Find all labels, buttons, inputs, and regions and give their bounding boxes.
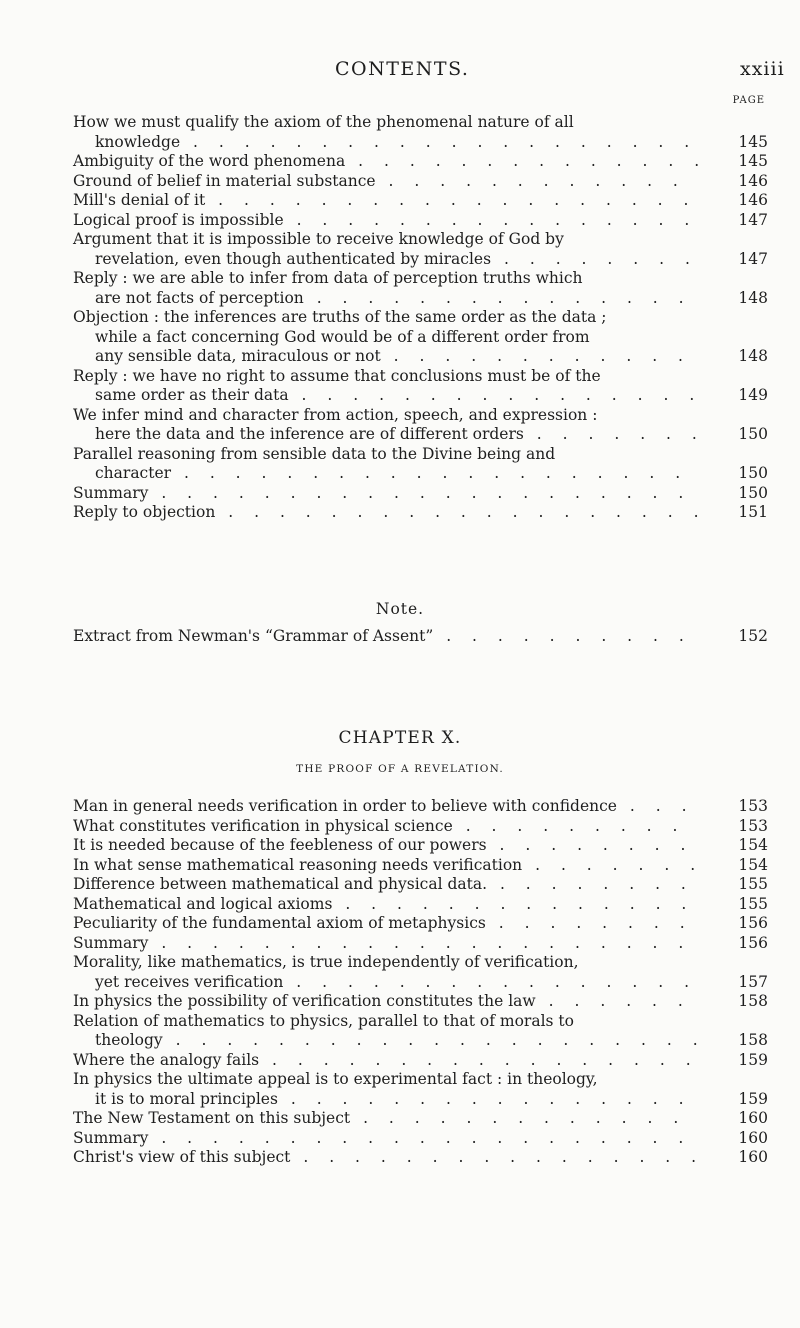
toc-entry-text-line: The New Testament on this subject	[73, 1109, 351, 1127]
toc-entry-text-line: It is needed because of the feebleness of our powers	[73, 836, 487, 854]
toc-entry-page: 153	[738, 816, 768, 835]
toc-entry-text: Objection : the inferences are truths of the same order as the data ;	[73, 308, 607, 326]
toc-entry-text-line: Extract from Newman's “Grammar of Assent”	[73, 627, 434, 645]
toc-entry-page: 158	[738, 1031, 768, 1049]
toc-entry-page: 157	[738, 972, 768, 991]
dot-leader: . . . . . . . . . . . . . . . . .	[259, 1050, 699, 1069]
toc-entry-text-line: Summary	[73, 1128, 149, 1147]
toc-entry-text-line: Summary	[73, 483, 149, 502]
toc-entry	[73, 895, 768, 915]
toc-entry-text: Parallel reasoning from sensible data to the Divine being and	[73, 444, 556, 463]
toc-entry	[73, 406, 768, 445]
toc-entry-text-line: Ambiguity of the word phenomena	[73, 152, 346, 170]
toc-entry-text-line: Where the analogy fails	[73, 1050, 260, 1069]
toc-entry-text: Reply : we have no right to assume that conclusions must be of the	[73, 366, 601, 385]
toc-entry-text	[73, 425, 768, 445]
dot-leader: . . . . . . . . . .	[433, 627, 692, 645]
toc-entry-page: 150	[738, 464, 768, 482]
toc-entry-text-line: revelation, even though authenticated by miracles	[95, 249, 492, 268]
toc-entry-text: We infer mind and character from action, speech, and expression :	[73, 405, 598, 424]
dot-leader: . . . . . . . . . . . . . .	[345, 152, 708, 170]
toc-entry-text	[73, 503, 768, 523]
toc-entry	[73, 992, 768, 1012]
dot-leader: . . . . . . . . . . . . . . . .	[277, 1089, 692, 1108]
toc-entry	[73, 856, 768, 876]
dot-leader: . . . . . . . .	[487, 875, 694, 893]
toc-entry	[73, 1148, 768, 1168]
toc-entry-text	[73, 934, 768, 954]
toc-entry-page: 160	[738, 1109, 768, 1127]
toc-entry-text-line: Difference between mathematical and physical data.	[73, 875, 488, 893]
toc-entry-text-line: What constitutes verification in physical science	[73, 816, 453, 835]
toc-entry-page: 145	[738, 132, 768, 151]
toc-entry-text: How we must qualify the axiom of the phenomenal nature of all	[73, 113, 574, 131]
toc-entry-text: Argument that it is impossible to receive knowledge of God by	[73, 230, 564, 248]
toc-entry	[73, 445, 768, 484]
toc-entry	[73, 503, 768, 523]
chapter-entries	[73, 797, 768, 1168]
toc-entry	[73, 230, 768, 269]
toc-entry-text	[73, 211, 768, 231]
toc-entry-text-line: knowledge	[95, 132, 181, 151]
toc-entry-text-line: yet receives verification	[95, 972, 284, 991]
toc-entry-text	[73, 797, 768, 817]
running-head	[0, 58, 800, 88]
toc-entry-text: In physics the ultimate appeal is to experimental fact : in theology,	[73, 1070, 598, 1088]
toc-entry-text	[73, 172, 768, 192]
toc-entry-text-line: Mill's denial of it	[73, 191, 206, 209]
dot-leader: . . . . . . . . . . . .	[380, 347, 691, 365]
toc-entry-text-line: Peculiarity of the fundamental axiom of metaphysics	[73, 914, 486, 932]
dot-leader: . . . . . . . . . . . . . . . . . . . . .	[148, 1128, 692, 1147]
toc-entry	[73, 914, 768, 934]
toc-entry	[73, 797, 768, 817]
toc-entry-text-line: it is to moral principles	[95, 1089, 278, 1108]
dot-leader: . . . . . . . . . . . . . . . . . . .	[205, 191, 697, 209]
toc-entry-page: 146	[738, 191, 768, 209]
toc-entry-text-line: Man in general needs verification in order to believe with confidence	[73, 797, 617, 815]
toc-entry-page: 160	[738, 1148, 768, 1166]
note-heading: Note.	[375, 600, 425, 618]
toc-entry-text	[73, 152, 768, 172]
toc-entry-text	[73, 856, 768, 876]
toc-entry	[73, 113, 768, 152]
toc-entry	[73, 269, 768, 308]
toc-entry-text	[73, 347, 768, 367]
toc-entry-page: 150	[738, 425, 768, 443]
dot-leader: . . . . . . . . .	[452, 816, 686, 835]
toc-entry-page: 154	[738, 836, 768, 854]
toc-entry-text	[73, 191, 768, 211]
toc-entry-page: 146	[738, 171, 768, 190]
toc-entry-text-line: here the data and the inference are of different orders	[95, 425, 524, 443]
toc-entry-text	[73, 1051, 768, 1071]
dot-leader: . . . . . . .	[523, 425, 705, 443]
toc-entry	[73, 1012, 768, 1051]
dot-leader: . . . . . . . .	[486, 836, 694, 854]
dot-leader: . . . . . . . . . . . . . .	[332, 894, 695, 913]
dot-leader: . . . . . . . .	[491, 249, 698, 268]
toc-entry-text-line: In physics the possibility of verification constitutes the law	[73, 992, 536, 1010]
toc-entry-text-line: same order as their data	[95, 386, 289, 404]
toc-entry	[73, 1109, 768, 1129]
toc-entry-text-line: Reply to objection	[73, 503, 216, 521]
toc-entry-page: 155	[738, 875, 768, 893]
chapter-subtitle: THE PROOF OF A REVELATION.	[296, 763, 504, 775]
toc-entry	[73, 875, 768, 895]
toc-entry	[73, 836, 768, 856]
dot-leader: . . . . . . . . . . . .	[375, 171, 686, 190]
toc-entry-page: 145	[738, 152, 768, 170]
toc-entry-page: 147	[738, 249, 768, 268]
toc-entry-page: 155	[738, 894, 768, 913]
toc-entry-text-line: Summary	[73, 933, 149, 952]
toc-entry-text	[73, 627, 768, 647]
dot-leader: . . . . . . . . . . . . . . .	[303, 288, 692, 307]
toc-entry-text-line: Ground of belief in material substance	[73, 171, 376, 190]
toc-entry-page: 159	[738, 1050, 768, 1069]
dot-leader: . . . . . . . . . . . . . . . . . . . . .	[162, 1031, 706, 1049]
toc-entry-text	[73, 973, 768, 993]
toc-entry	[73, 191, 768, 211]
toc-entry-text: Relation of mathematics to physics, parallel to that of morals to	[73, 1011, 574, 1030]
chapter-title: CHAPTER X.	[338, 728, 462, 748]
toc-entry-text	[73, 386, 768, 406]
dot-leader: . . . . . . . . . . . . . . . . . . . . .	[148, 483, 692, 502]
toc-entry-page: 147	[738, 210, 768, 229]
toc-entry	[73, 934, 768, 954]
dot-leader: . . . . . . . . . . . . . . . . . . . .	[180, 132, 698, 151]
toc-entry-text	[73, 1109, 768, 1129]
toc-entry	[73, 953, 768, 992]
toc-entry-page: 150	[738, 483, 768, 502]
toc-entry-page: 148	[738, 347, 768, 365]
toc-entry-text	[73, 836, 768, 856]
dot-leader: . . .	[616, 797, 695, 815]
toc-entry	[73, 367, 768, 406]
toc-entry-text-line: Logical proof is impossible	[73, 210, 284, 229]
dot-leader: . . . . . . . . . . . . . . . . . . . . .	[148, 933, 692, 952]
toc-entry	[73, 1070, 768, 1109]
dot-leader: . . . . . . . . . . . . . . . .	[290, 1148, 705, 1166]
toc-entry-page: 156	[738, 933, 768, 952]
toc-entry-text	[73, 250, 768, 270]
dot-leader: . . . . . . . . . . . . . . . .	[288, 386, 703, 404]
toc-entry-page: 152	[738, 627, 768, 645]
toc-entry	[73, 211, 768, 231]
toc-entry-text	[73, 875, 768, 895]
toc-entry-text	[73, 914, 768, 934]
toc-entry-page: 154	[738, 855, 768, 874]
toc-entry	[73, 172, 768, 192]
note-entries	[73, 627, 768, 647]
running-head-title: CONTENTS.	[335, 58, 470, 80]
toc-entry-text-line: are not facts of perception	[95, 288, 304, 307]
toc-entry-text: Reply : we are able to infer from data of perception truths which	[73, 269, 583, 287]
toc-entry-text	[73, 1148, 768, 1168]
toc-entry	[73, 627, 768, 647]
toc-entry-text	[73, 289, 768, 309]
dot-leader: . . . . . . . . . . . . . . . .	[283, 210, 698, 229]
toc-entry-text	[73, 1090, 768, 1110]
toc-entry-text	[73, 464, 768, 484]
dot-leader: . . . . . .	[535, 992, 691, 1010]
toc-entry-text-line: In what sense mathematical reasoning needs verification	[73, 855, 523, 874]
toc-entry-text	[73, 1129, 768, 1149]
toc-entry-page: 158	[738, 992, 768, 1010]
toc-entry-text-line: Mathematical and logical axioms	[73, 894, 333, 913]
dot-leader: . . . . . . . . . . . . . . . . . . .	[215, 503, 707, 521]
toc-entry	[73, 1129, 768, 1149]
page-number: xxiii	[740, 58, 785, 80]
dot-leader: . . . . . . .	[522, 855, 704, 874]
toc-entry-page: 151	[738, 503, 768, 521]
contents-section-one	[73, 113, 768, 523]
toc-entry-page: 159	[738, 1089, 768, 1108]
toc-entry	[73, 1051, 768, 1071]
toc-entry-page: 160	[738, 1128, 768, 1147]
toc-entry-page: 149	[738, 386, 768, 404]
toc-entry	[73, 817, 768, 837]
toc-entry-text	[73, 817, 768, 837]
toc-entry-text: Morality, like mathematics, is true independently of verification,	[73, 953, 579, 971]
page-column-label: PAGE	[732, 95, 765, 106]
dot-leader: . . . . . . . . . . . . . . . . . . . .	[171, 464, 689, 482]
toc-entry-text	[73, 992, 768, 1012]
toc-entry-text	[73, 484, 768, 504]
toc-entry	[73, 484, 768, 504]
dot-leader: . . . . . . . . . . . . . . . .	[283, 972, 698, 991]
toc-entry-text-line: theology	[95, 1031, 163, 1049]
toc-entry-text-line: character	[95, 464, 172, 482]
toc-entry-text	[73, 133, 768, 153]
toc-entry-text: while a fact concerning God would be of a different order from	[95, 327, 590, 346]
toc-entry-page: 153	[738, 797, 768, 815]
toc-entry-text	[73, 1031, 768, 1051]
toc-entry-text-line: any sensible data, miraculous or not	[95, 347, 381, 365]
dot-leader: . . . . . . . .	[485, 914, 693, 932]
toc-entry-page: 148	[738, 288, 768, 307]
toc-entry	[73, 308, 768, 367]
toc-entry	[73, 152, 768, 172]
toc-entry-text	[73, 895, 768, 915]
toc-entry-text-line: Christ's view of this subject	[73, 1148, 291, 1166]
dot-leader: . . . . . . . . . . . . .	[350, 1109, 687, 1127]
toc-entry-page: 156	[738, 914, 768, 932]
